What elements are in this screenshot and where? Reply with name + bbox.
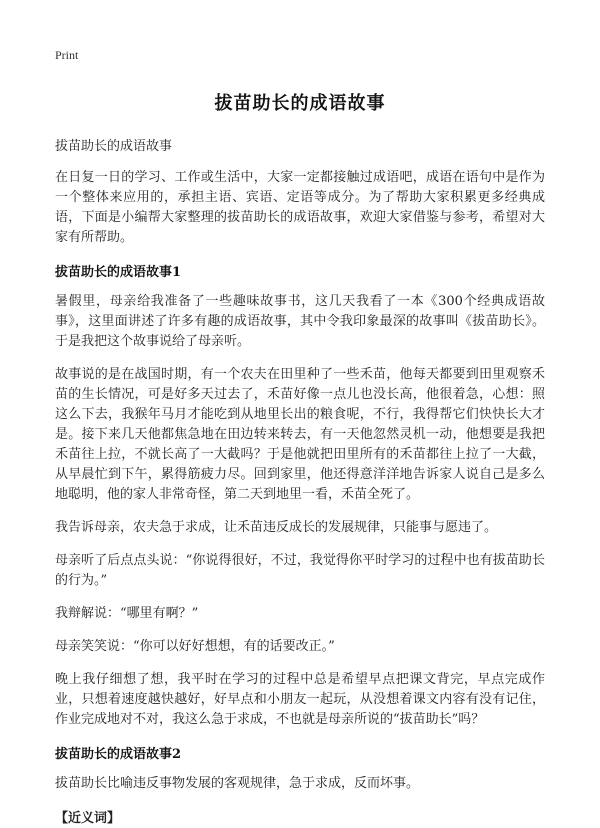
intro-paragraph: 在日复一日的学习、工作或生活中，大家一定都接触过成语吧，成语在语句中是作为一个整体来应用的，承担主语、宾语、定语等成分。为了帮助大家积累更多经典成语，下面是小编帮大家整理的拔苗助长的成语故事，欢迎大家借鉴与参考，希望对大家有所帮助。 [55,170,545,245]
subtitle: 拔苗助长的成语故事 [55,139,173,154]
print-link[interactable]: Print [55,48,79,62]
page-title: 拔苗助长的成语故事 [214,93,386,114]
section-1-paragraph: 我辩解说：“哪里有啊？” [55,606,199,621]
synonym-heading: 【近义词】 [55,811,121,826]
section-1-paragraph: 故事说的是在战国时期，有一个农夫在田里种了一些禾苗，他每天都要到田里观察禾苗的生长情况，可是好多天过去了，禾苗好像一点儿也没长高，他很着急，心想：照这么下去，我猴年马月才能吃到从地里长出的粮食呢，不行，我得帮它们快快长大才是。接下来几天他都焦急地在田边转来转去，有一天他忽然灵机一动，他想要是我把禾苗往上拉，不就长高了一大截吗？于是他就把田里所有的禾苗都往上拉了一大截，从早晨忙到下午，累得筋疲力尽。回到家里，他还得意洋洋地告诉家人说自己是多么地聪明，他的家人非常奇怪，第二天到地里一看，禾苗全死了。 [55,367,545,502]
section-2-heading: 拔苗助长的成语故事2 [55,747,182,762]
section-1-paragraph: 母亲听了后点点头说：“你说得很好，不过，我觉得你平时学习的过程中也有拔苗助长的行为。” [55,553,545,588]
section-1-paragraph: 我告诉母亲，农夫急于求成，让禾苗违反成长的发展规律，只能事与愿违了。 [55,520,498,535]
section-1-paragraph: 母亲笑笑说：“你可以好好想想，有的话要改正。” [55,639,335,654]
section-2-paragraph: 拔苗助长比喻违反事物发展的客观规律，急于求成，反而坏事。 [55,776,420,791]
section-1-paragraph: 晚上我仔细想了想，我平时在学习的过程中总是希望早点把课文背完，早点完成作业，只想着速度越快越好，好早点和小朋友一起玩，从没想着课文内容有没有记住，作业完成地对不对，我这么急于求成，不也就是母亲所说的“拔苗助长”吗？ [55,672,545,727]
section-1-paragraph: 暑假里，母亲给我准备了一些趣味故事书，这几天我看了一本《300个经典成语故事》，这里面讲述了许多有趣的成语故事，其中令我印象最深的故事叫《拔苗助长》。于是我把这个故事说给了母亲听。 [55,294,545,349]
section-1-heading: 拔苗助长的成语故事1 [55,265,182,280]
